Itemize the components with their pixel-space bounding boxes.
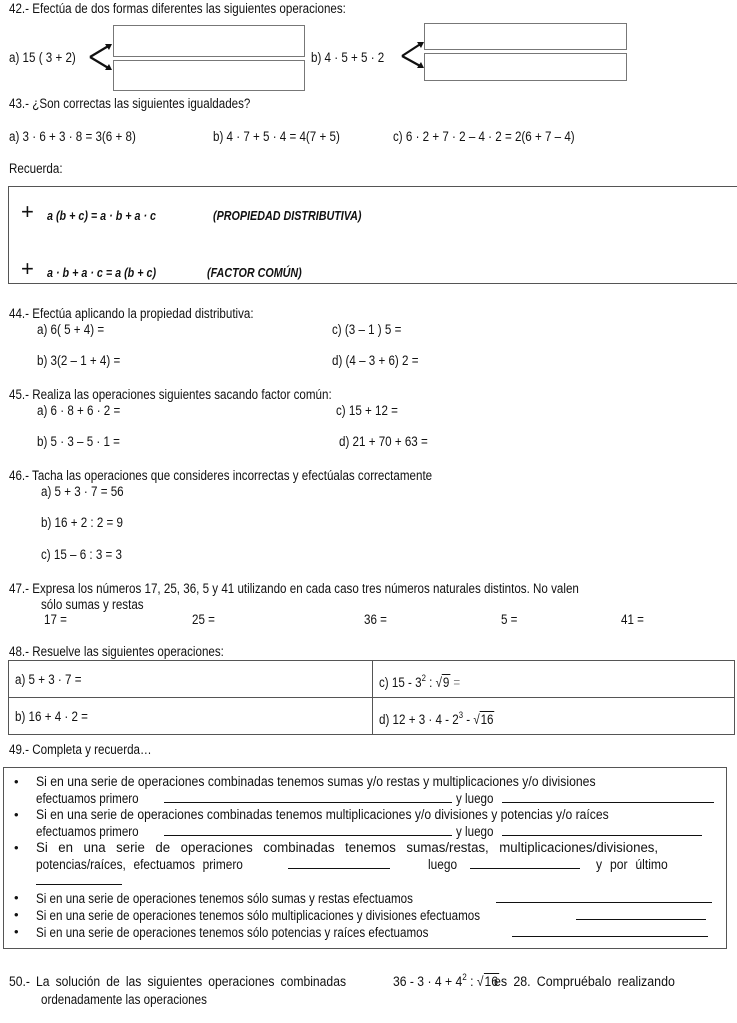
q47-title-line2-text: sólo sumas y restas [41,597,144,612]
q49-title [9,742,175,757]
q49-item-4 [36,890,712,906]
q47-title-line2 [41,597,160,612]
q44-title-text: 44.- Efectúa aplicando la propiedad distributiva: [9,306,254,321]
q43-item-c [393,129,604,144]
rule-factor-comun-formula [47,266,174,280]
rule-distributiva-name [213,209,386,223]
q47-title-line1-text: 47.- Expresa los números 17, 25, 36, 5 y 41 utilizando en cada caso tres números naturales distintos. No valen [9,581,579,596]
q49-item-1-line2 [36,790,714,806]
q48-c-suffix: = [450,674,461,690]
q47-item-text: 17 = [44,612,67,627]
q42-b-answer-box-1[interactable] [424,23,627,50]
q47-item-41 [621,612,648,627]
q44-b-text: b) 3(2 – 1 + 4) = [37,353,121,368]
recuerda-label-text: Recuerda: [9,161,63,176]
q48-cell-d[interactable] [373,698,735,735]
bullet-icon: • [14,890,19,905]
q50-suffix-text: es 28. Compruébalo realizando [494,974,675,989]
q49-item-3-line3 [36,872,122,888]
q50-expression [393,974,499,989]
q48-c-prefix: c) 15 - 3 [379,674,422,690]
q49-item-text: luego [427,857,457,872]
q49-item-text: efectuamos primero [36,824,139,839]
bullet-icon: • [14,807,19,822]
q48-c-radicand: 9 [442,674,450,690]
q42-b-text: b) 4 · 5 + 5 · 2 [311,50,385,65]
q49-item-5 [36,907,706,923]
q50-expr-text: 36 - 3 · 4 + 4 [393,974,463,989]
rule2-name-text: (FACTOR COMÚN) [207,266,302,280]
q50-suffix [494,974,691,989]
q45-c-text: c) 15 + 12 = [336,403,398,418]
q48-a-text: a) 5 + 3 · 7 = [15,671,82,687]
q49-item-text: efectuamos primero [36,791,139,806]
bullet-icon: • [14,907,19,922]
q48-d-expression [379,709,494,727]
q47-item-text: 36 = [364,612,387,627]
q48-c-expression [379,672,461,690]
q42-a-answer-box-1[interactable] [113,25,305,57]
q48-table [8,660,735,735]
q47-item-5 [501,612,520,627]
q49-item-1-line1 [36,774,654,789]
q43-item-b [213,129,360,144]
rule-distributiva-formula [47,209,174,223]
q48-d-exponent: 3 [458,709,464,720]
q46-a-text: a) 5 + 3 · 7 = 56 [41,484,124,499]
q45-item-b [37,434,133,449]
q48-b-text: b) 16 + 4 · 2 = [15,708,88,724]
rule1-formula-text: a (b + c) = a · b + a · c [47,209,157,223]
q44-item-a [37,322,115,337]
bullet-icon: • [14,840,19,855]
q49-item-2-line1 [36,807,672,822]
q47-item-text: 41 = [621,612,644,627]
sqrt-icon: √9 [435,674,450,690]
answer-blank[interactable] [36,872,122,885]
q49-item-text: Si en una serie de operaciones combinadas tenemos sumas/restas, multiplicaciones/divisiones, [36,840,659,855]
q49-item-6 [36,924,708,940]
q49-item-text: Si en una serie de operaciones tenemos sólo multiplicaciones y divisiones efectuamos [36,908,481,923]
q48-d-prefix: d) 12 + 3 · 4 - 2 [379,711,459,727]
q46-b-text: b) 16 + 2 : 2 = 9 [41,515,123,530]
table-row [9,661,735,698]
q45-b-text: b) 5 · 3 – 5 · 1 = [37,434,120,449]
q48-cell-a[interactable] [9,661,373,698]
q47-item-text: 5 = [501,612,518,627]
q43-title [9,96,290,111]
answer-blank[interactable] [470,856,580,869]
q48-d-radicand: 16 [480,711,494,727]
q45-item-d [339,434,442,449]
q43-a-text: a) 3 · 6 + 3 · 8 = 3(6 + 8) [9,129,136,144]
q50-line2 [41,992,234,1007]
answer-blank[interactable] [288,856,390,869]
q49-item-text: Si en una serie de operaciones combinadas tenemos sumas y/o restas y multiplicaciones y/o divisiones [36,774,596,789]
rule2-formula-text: a · b + a · c = a (b + c) [47,266,157,280]
answer-blank[interactable] [502,790,714,803]
q50-expr-mid: : [466,974,477,989]
q49-item-text: y luego [455,824,494,839]
q48-cell-b[interactable] [9,698,373,735]
q44-a-text: a) 6( 5 + 4) = [37,322,105,337]
q42-a-text: a) 15 ( 3 + 2) [9,50,76,65]
q46-item-c [41,547,135,562]
q50-expr-exponent: 2 [462,972,467,982]
q49-item-text: Si en una serie de operaciones combinadas tenemos multiplicaciones y/o divisiones y potencias y/o raíces [36,807,609,822]
q42-b-branch-arrows-icon [400,40,426,70]
q46-c-text: c) 15 – 6 : 3 = 3 [41,547,123,562]
q42-title [9,1,401,16]
answer-blank[interactable] [502,823,702,836]
q43-item-a [9,129,156,144]
q42-a-branch-arrows-icon [88,42,114,72]
answer-blank[interactable] [164,790,452,803]
sqrt-icon: √16 [473,711,494,727]
q48-d-mid: - [463,711,474,727]
q44-item-d [332,353,433,368]
q43-b-text: b) 4 · 7 + 5 · 4 = 4(7 + 5) [213,129,340,144]
q49-box [3,767,727,949]
q47-item-17 [44,612,71,627]
q42-b-answer-box-2[interactable] [424,53,627,81]
answer-blank[interactable] [512,924,708,937]
q49-item-text: Si en una serie de operaciones tenemos sólo sumas y restas efectuamos [36,891,413,906]
q45-item-a [37,403,134,418]
q49-item-text: y por último [595,857,668,872]
q46-title [9,468,501,483]
q48-cell-c[interactable] [373,661,735,698]
q44-c-text: c) (3 – 1 ) 5 = [332,322,402,337]
answer-blank[interactable] [164,823,452,836]
q48-c-mid: : [425,674,436,690]
rule1-name-text: (PROPIEDAD DISTRIBUTIVA) [213,209,362,223]
plus-icon: + [21,199,34,224]
q45-title [9,387,384,402]
q42-a-expression [9,50,87,65]
q49-title-text: 49.- Completa y recuerda… [9,742,152,757]
q47-item-text: 25 = [192,612,215,627]
q43-title-text: 43.- ¿Son correctas las siguientes igualdades? [9,96,251,111]
q50-prefix-text: 50.- La solución de las siguientes operaciones combinadas [9,974,347,989]
answer-blank[interactable] [496,890,712,903]
q42-a-answer-box-2[interactable] [113,60,305,91]
q43-c-text: c) 6 · 2 + 7 · 2 – 4 · 2 = 2(6 + 7 – 4) [393,129,575,144]
q49-item-text: potencias/raíces, efectuamos primero [36,857,243,872]
q44-item-b [37,353,134,368]
q47-item-36 [364,612,391,627]
q49-item-3-line1 [36,840,671,855]
q48-c-exponent: 2 [421,672,426,683]
q48-title-text: 48.- Resuelve las siguientes operaciones: [9,644,224,659]
q45-item-c [336,403,408,418]
q49-item-text: y luego [455,791,494,806]
recuerda-label [9,161,71,176]
q49-item-text: Si en una serie de operaciones tenemos sólo potencias y raíces efectuamos [36,925,429,940]
q46-item-b [41,515,136,530]
q50-expr-radicand: 16 [484,974,498,989]
q47-title-line1 [9,581,672,596]
q48-title [9,644,259,659]
bullet-icon: • [14,774,19,789]
q50-line1 [9,974,511,989]
plus-icon: + [21,256,34,281]
sqrt-icon: √16 [476,974,498,989]
q49-item-2-line2 [36,823,702,839]
q50-line2-text: ordenadamente las operaciones [41,992,207,1007]
recuerda-box [8,186,737,284]
q49-item-1-fill [36,790,714,806]
q42-b-expression [311,50,396,65]
q46-item-a [41,484,137,499]
q45-a-text: a) 6 · 8 + 6 · 2 = [37,403,121,418]
q49-item-3-line2 [36,856,675,872]
q42-title-text: 42.- Efectúa de dos formas diferentes las siguientes operaciones: [9,1,346,16]
table-row [9,698,735,735]
q44-d-text: d) (4 – 3 + 6) 2 = [332,353,419,368]
bullet-icon: • [14,924,19,939]
q44-title [9,306,293,321]
q47-item-25 [192,612,219,627]
q45-title-text: 45.- Realiza las operaciones siguientes sacando factor común: [9,387,332,402]
rule-factor-comun-name [207,266,317,280]
q44-item-c [332,322,413,337]
answer-blank[interactable] [576,907,706,920]
q46-title-text: 46.- Tacha las operaciones que consideres incorrectas y efectúalas correctamente [9,468,433,483]
q45-d-text: d) 21 + 70 + 63 = [339,434,428,449]
